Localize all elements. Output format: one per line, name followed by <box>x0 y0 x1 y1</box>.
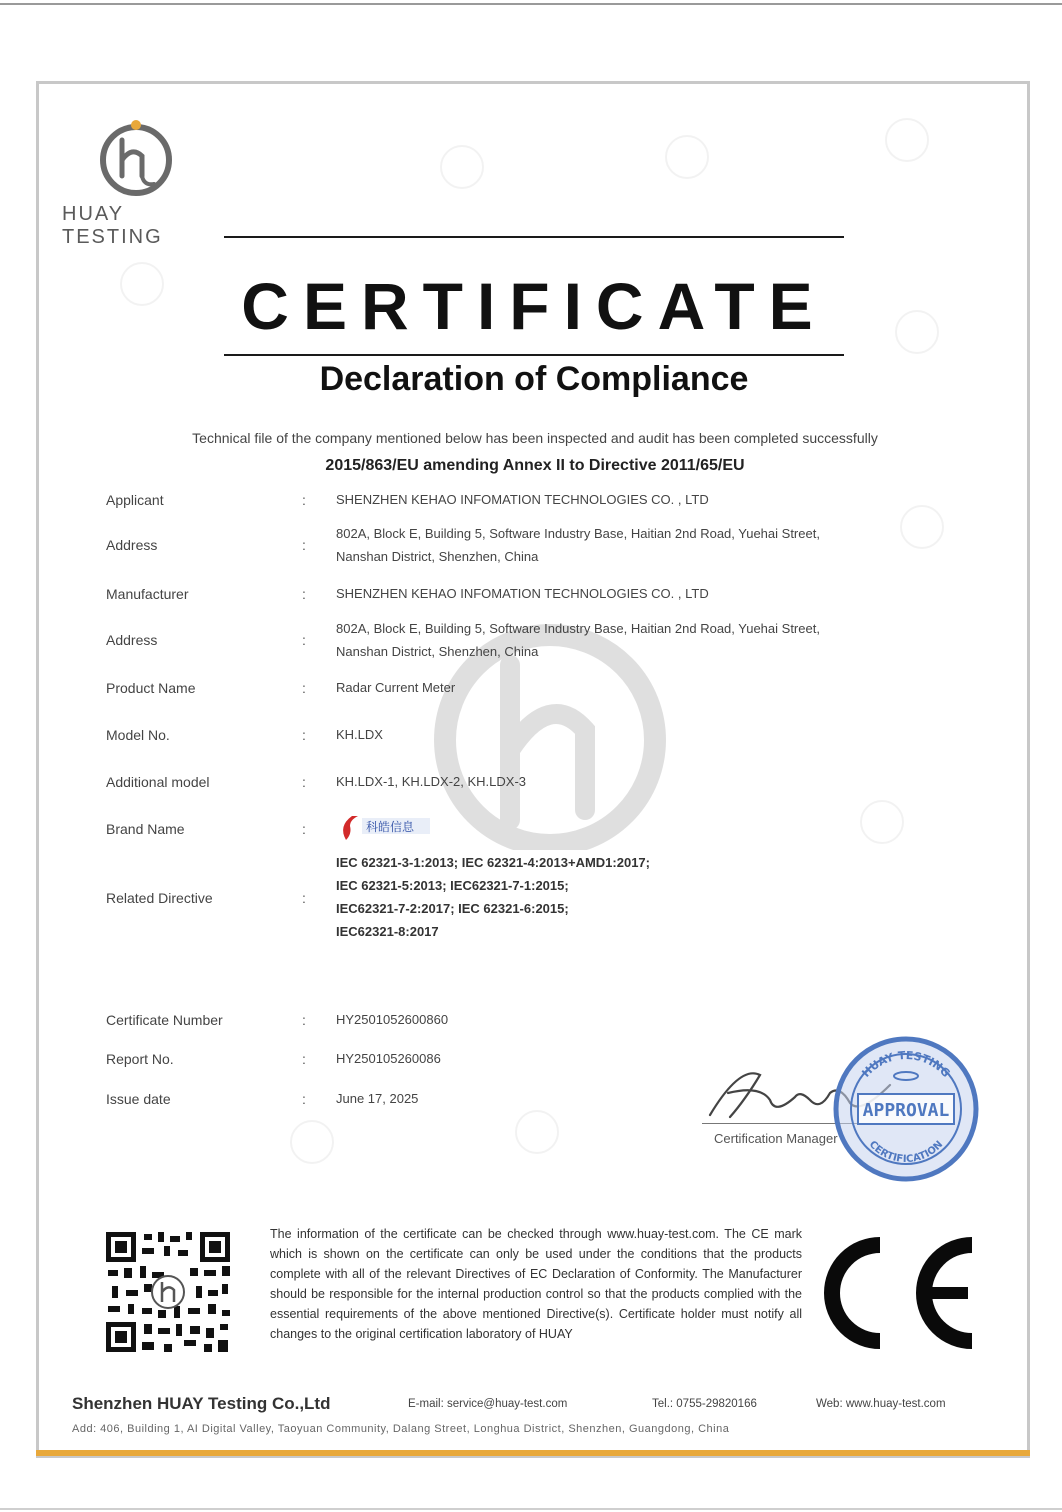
manufacturer-address-line1: 802A, Block E, Building 5, Software Industry Base, Haitian 2nd Road, Yuehai Street, <box>336 621 820 636</box>
related-directive-line: IEC 62321-5:2013; IEC62321-7-1:2015; <box>336 878 569 893</box>
intro-text: Technical file of the company mentioned below has been inspected and audit has been completed successfully <box>192 430 878 446</box>
huay-logo <box>62 118 222 248</box>
stamp-text: APPROVAL <box>862 1100 950 1121</box>
watermark-icon <box>515 1110 559 1154</box>
ce-mark-text: CE <box>812 1235 814 1236</box>
colon: : <box>302 1051 306 1067</box>
footer-address: Add: 406, Building 1, AI Digital Valley, Taoyuan Community, Dalang Street, Longhua District, Shenzhen, Guangdong, China <box>72 1423 730 1435</box>
footnote-text: The information of the certificate can be checked through www.huay-test.com. The CE mark which is shown on the certificate can only be used under the conditions that the products complete with all of the relevant Directives of EC Declaration of Conformity. The Manufacturer should be responsible for the internal production control so that the products complied with the essential requirements of the above mentioned Directive(s). Certificate holder must notify all changes to the original certification laboratory of HUAY <box>270 1227 802 1341</box>
certificate-number-label: Certificate Number <box>106 1012 223 1028</box>
manufacturer-address-label: Address <box>106 632 158 648</box>
directive-title: 2015/863/EU amending Annex II to Directive 2011/65/EU <box>325 457 745 474</box>
colon: : <box>302 1012 306 1028</box>
related-directive-line: IEC62321-8:2017 <box>336 924 439 939</box>
report-no-value: HY250105260086 <box>336 1051 441 1066</box>
logo-text: HUAY TESTING <box>62 203 163 248</box>
colon: : <box>302 727 306 743</box>
applicant-address-label: Address <box>106 537 158 553</box>
colon: : <box>302 492 306 508</box>
signature-text: Bayer <box>700 1045 703 1046</box>
applicant-address-line1: 802A, Block E, Building 5, Software Industry Base, Haitian 2nd Road, Yuehai Street, <box>336 526 820 541</box>
footer-email: E-mail: service@huay-test.com <box>408 1398 568 1410</box>
issue-date-value: June 17, 2025 <box>336 1091 419 1106</box>
applicant-label: Applicant <box>106 492 164 508</box>
stamp-top-text: HUAY TESTING <box>859 1048 953 1080</box>
huay-logo-icon <box>98 118 182 198</box>
title-rule-top <box>224 236 844 238</box>
colon: : <box>302 774 306 790</box>
colon: : <box>302 890 306 906</box>
signature-label: Certification Manager <box>714 1131 838 1146</box>
brand-logo-icon <box>336 812 436 844</box>
watermark-icon <box>895 310 939 354</box>
certificate-subtitle: Declaration of Compliance <box>319 360 749 398</box>
model-no-value: KH.LDX <box>336 727 383 742</box>
watermark-icon <box>885 118 929 162</box>
colon: : <box>302 586 306 602</box>
footer-web: Web: www.huay-test.com <box>816 1398 946 1410</box>
brand-name-text: 科皓信息 <box>366 820 415 834</box>
product-name-label: Product Name <box>106 680 196 696</box>
watermark-icon <box>290 1120 334 1164</box>
manufacturer-label: Manufacturer <box>106 586 189 602</box>
title-rule-bottom <box>224 354 844 356</box>
product-name-value: Radar Current Meter <box>336 680 456 695</box>
watermark-icon <box>860 800 904 844</box>
footer-tel: Tel.: 0755-29820166 <box>652 1398 757 1410</box>
watermark-icon <box>440 145 484 189</box>
frame-accent-bar <box>36 1450 1030 1456</box>
bottom-divider <box>0 1508 1062 1510</box>
certificate-title: CERTIFICATE <box>241 269 827 343</box>
manufacturer-address-line2: Nanshan District, Shenzhen, China <box>336 644 539 659</box>
stamp-bottom-text: CERTIFICATION <box>866 1139 946 1166</box>
issue-date-label: Issue date <box>106 1091 171 1107</box>
model-no-label: Model No. <box>106 727 170 743</box>
top-divider <box>0 3 1062 5</box>
additional-model-label: Additional model <box>106 774 210 790</box>
additional-model-value: KH.LDX-1, KH.LDX-2, KH.LDX-3 <box>336 774 527 789</box>
qr-code[interactable] <box>104 1230 232 1354</box>
applicant-address-line2: Nanshan District, Shenzhen, China <box>336 549 539 564</box>
colon: : <box>302 821 306 837</box>
colon: : <box>302 680 306 696</box>
watermark-icon <box>120 262 164 306</box>
footer-company: Shenzhen HUAY Testing Co.,Ltd <box>72 1394 331 1413</box>
colon: : <box>302 632 306 648</box>
ce-mark-icon <box>812 1235 982 1351</box>
related-directive-line: IEC 62321-3-1:2013; IEC 62321-4:2013+AMD1:2017; <box>336 855 650 870</box>
related-directive-label: Related Directive <box>106 890 213 906</box>
report-no-label: Report No. <box>106 1051 174 1067</box>
colon: : <box>302 1091 306 1107</box>
certificate-number-value: HY2501052600860 <box>336 1012 449 1027</box>
watermark-icon <box>665 135 709 179</box>
approval-stamp <box>828 1034 984 1184</box>
brand-logo <box>336 812 436 844</box>
manufacturer-value: SHENZHEN KEHAO INFOMATION TECHNOLOGIES CO. , LTD <box>336 586 709 601</box>
related-directive-line: IEC62321-7-2:2017; IEC 62321-6:2015; <box>336 901 569 916</box>
applicant-value: SHENZHEN KEHAO INFOMATION TECHNOLOGIES CO. , LTD <box>336 492 709 507</box>
colon: : <box>302 537 306 553</box>
brand-name-label: Brand Name <box>106 821 185 837</box>
